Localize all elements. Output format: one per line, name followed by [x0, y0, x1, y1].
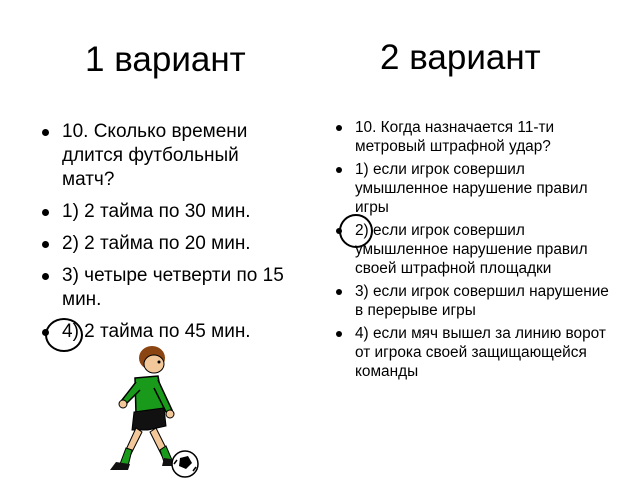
answer-circle-mark — [45, 318, 83, 352]
bullet-icon — [336, 331, 342, 337]
bullet-icon — [42, 209, 49, 216]
list-item: 3) если игрок совершил нарушение в перерыве игры — [335, 282, 610, 320]
answer-circle-mark — [339, 214, 373, 248]
list-item: 3) четыре четверти по 15 мин. — [40, 264, 290, 312]
list-item: 1) если игрок совершил умышленное нарушение правил игры — [335, 160, 610, 217]
bullet-icon — [336, 167, 342, 173]
bullet-icon — [42, 273, 49, 280]
soccer-player-icon — [80, 340, 200, 480]
list-item: 2) если игрок совершил умышленное нарушение правил своей штрафной площадки — [335, 221, 610, 278]
list-item: 4) 2 тайма по 45 мин. — [40, 320, 290, 344]
bullet-icon — [42, 241, 49, 248]
list-item: 10. Когда назначается 11-ти метровый штрафной удар? — [335, 118, 610, 156]
bullet-icon — [336, 289, 342, 295]
list-item: 2) 2 тайма по 20 мин. — [40, 232, 290, 256]
bullet-icon — [336, 125, 342, 131]
heading-variant-2: 2 вариант — [380, 38, 541, 77]
list-item: 4) если мяч вышел за линию ворот от игрока своей защищающейся команды — [335, 324, 610, 381]
list-item: 1) 2 тайма по 30 мин. — [40, 200, 290, 224]
bullet-icon — [42, 129, 49, 136]
variant-2-question-list — [335, 118, 610, 385]
variant-1-question-list — [40, 120, 290, 352]
list-item: 10. Сколько времени длится футбольный матч? — [40, 120, 290, 192]
heading-variant-1: 1 вариант — [85, 40, 246, 79]
